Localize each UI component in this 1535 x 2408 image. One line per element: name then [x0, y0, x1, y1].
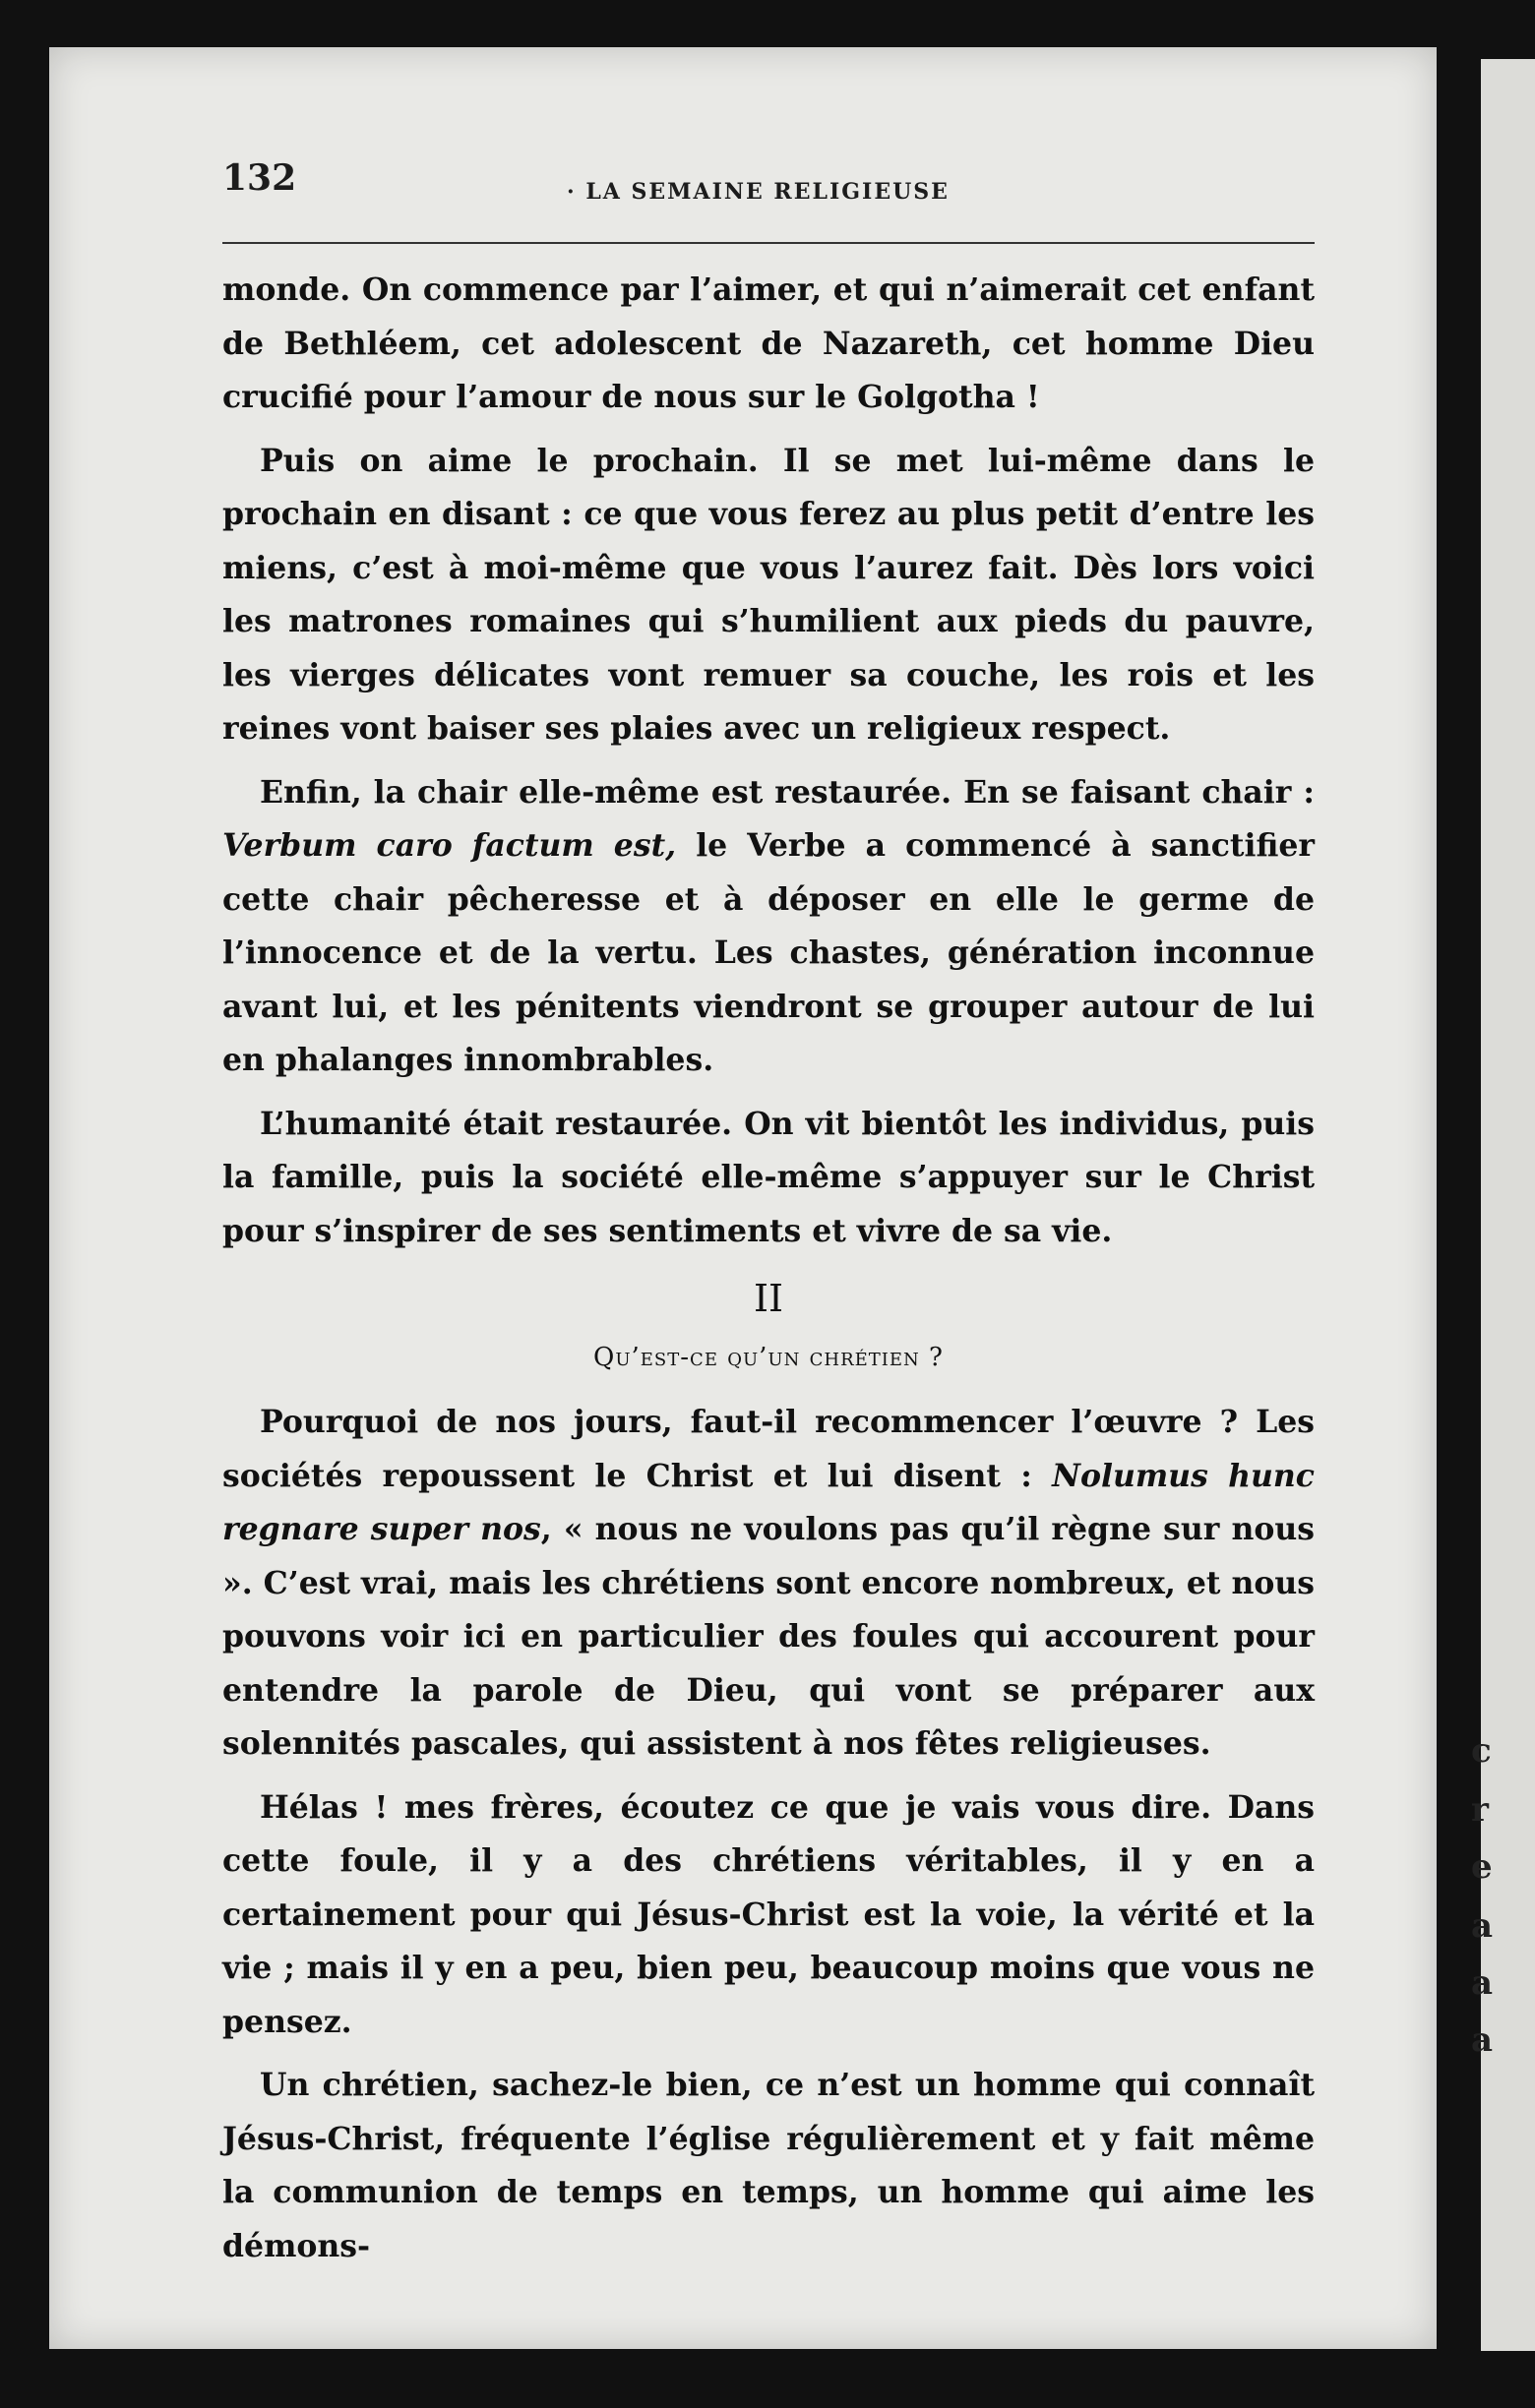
header-rule: [222, 242, 1315, 244]
paragraph: L’humanité était restaurée. On vit bientôt les individus, puis la famille, puis la société elle-même s’appuyer sur le Christ pour s’inspirer de ses sentiments et vivre de sa vie.: [222, 1105, 1315, 1249]
section-number: II: [753, 1277, 784, 1320]
paragraph: Puis on aime le prochain. Il se met lui-même dans le prochain en disant : ce que vous ferez au plus petit d’entre les miens, c’est à moi-même que vous l’aurez fait. Dès lors voici les matrones romaines qui s’humilient aux pieds du pauvre, les vierges délicates vont remuer sa couche, les rois et les reines vont baiser ses plaies avec un religieux respect.: [222, 442, 1315, 747]
page-header: [173, 148, 1334, 207]
adjacent-page-edge: [1471, 59, 1535, 2351]
margin-fragment: c: [1471, 1731, 1492, 1771]
page-body: [222, 264, 1315, 2283]
page-number: 132: [222, 157, 297, 199]
paragraph-text: le Verbe a commencé à sanctifier cette chair pêcheresse et à déposer en elle le germe de l’innocence et de la vertu. Les chastes, génération inconnue avant lui, et les pénitents viendront se grouper autour de lui en phalanges innombrables.: [222, 827, 1315, 1078]
paragraph: Hélas ! mes frères, écoutez ce que je vais vous dire. Dans cette foule, il y a des chrétiens véritables, il y en a certainement pour qui Jésus-Christ est la voie, la vérité et la vie ; mais il y en a peu, bien peu, beaucoup moins que vous ne pensez.: [222, 1788, 1315, 2040]
paragraph-text: Enfin, la chair elle-même est restaurée. En se faisant chair :: [260, 773, 1315, 811]
paragraph: [222, 1396, 1315, 1772]
margin-fragment: e: [1471, 1847, 1493, 1887]
latin-quote: Nolumus hunc regnare super nos: [222, 1457, 1315, 1547]
running-head: · LA SEMAINE RELIGIEUSE: [567, 179, 950, 205]
margin-fragment: a: [1471, 1963, 1494, 2003]
margin-fragment: a: [1471, 2020, 1494, 2060]
paragraph: [222, 766, 1315, 1088]
margin-fragment: a: [1471, 1906, 1494, 1946]
paragraph-text: Pourquoi de nos jours, faut-il recommencer l’œuvre ? Les sociétés repoussent le Christ et lui disent :: [222, 1404, 1315, 1494]
paragraph-text: , « nous ne voulons pas qu’il règne sur nous ». C’est vrai, mais les chrétiens sont encore nombreux, et nous pouvons voir ici en particulier des foules qui accourent pour entendre la parole de Dieu, qui vont se préparer aux solennités pascales, qui assistent à nos fêtes religieuses.: [222, 1511, 1315, 1762]
paragraph: Un chrétien, sachez-le bien, ce n’est un homme qui connaît Jésus-Christ, fréquente l’église régulièrement et y fait même la communion de temps en temps, un homme qui aime les démons-: [222, 2067, 1315, 2264]
latin-quote: Verbum caro factum est,: [222, 827, 677, 864]
margin-fragment: r: [1471, 1790, 1489, 1830]
paragraph: monde. On commence par l’aimer, et qui n’aimerait cet enfant de Bethléem, cet adolescent de Nazareth, cet homme Dieu crucifié pour l’amour de nous sur le Golgotha !: [222, 271, 1315, 415]
section-title: Qu’est-ce qu’un chrétien ?: [593, 1343, 944, 1372]
